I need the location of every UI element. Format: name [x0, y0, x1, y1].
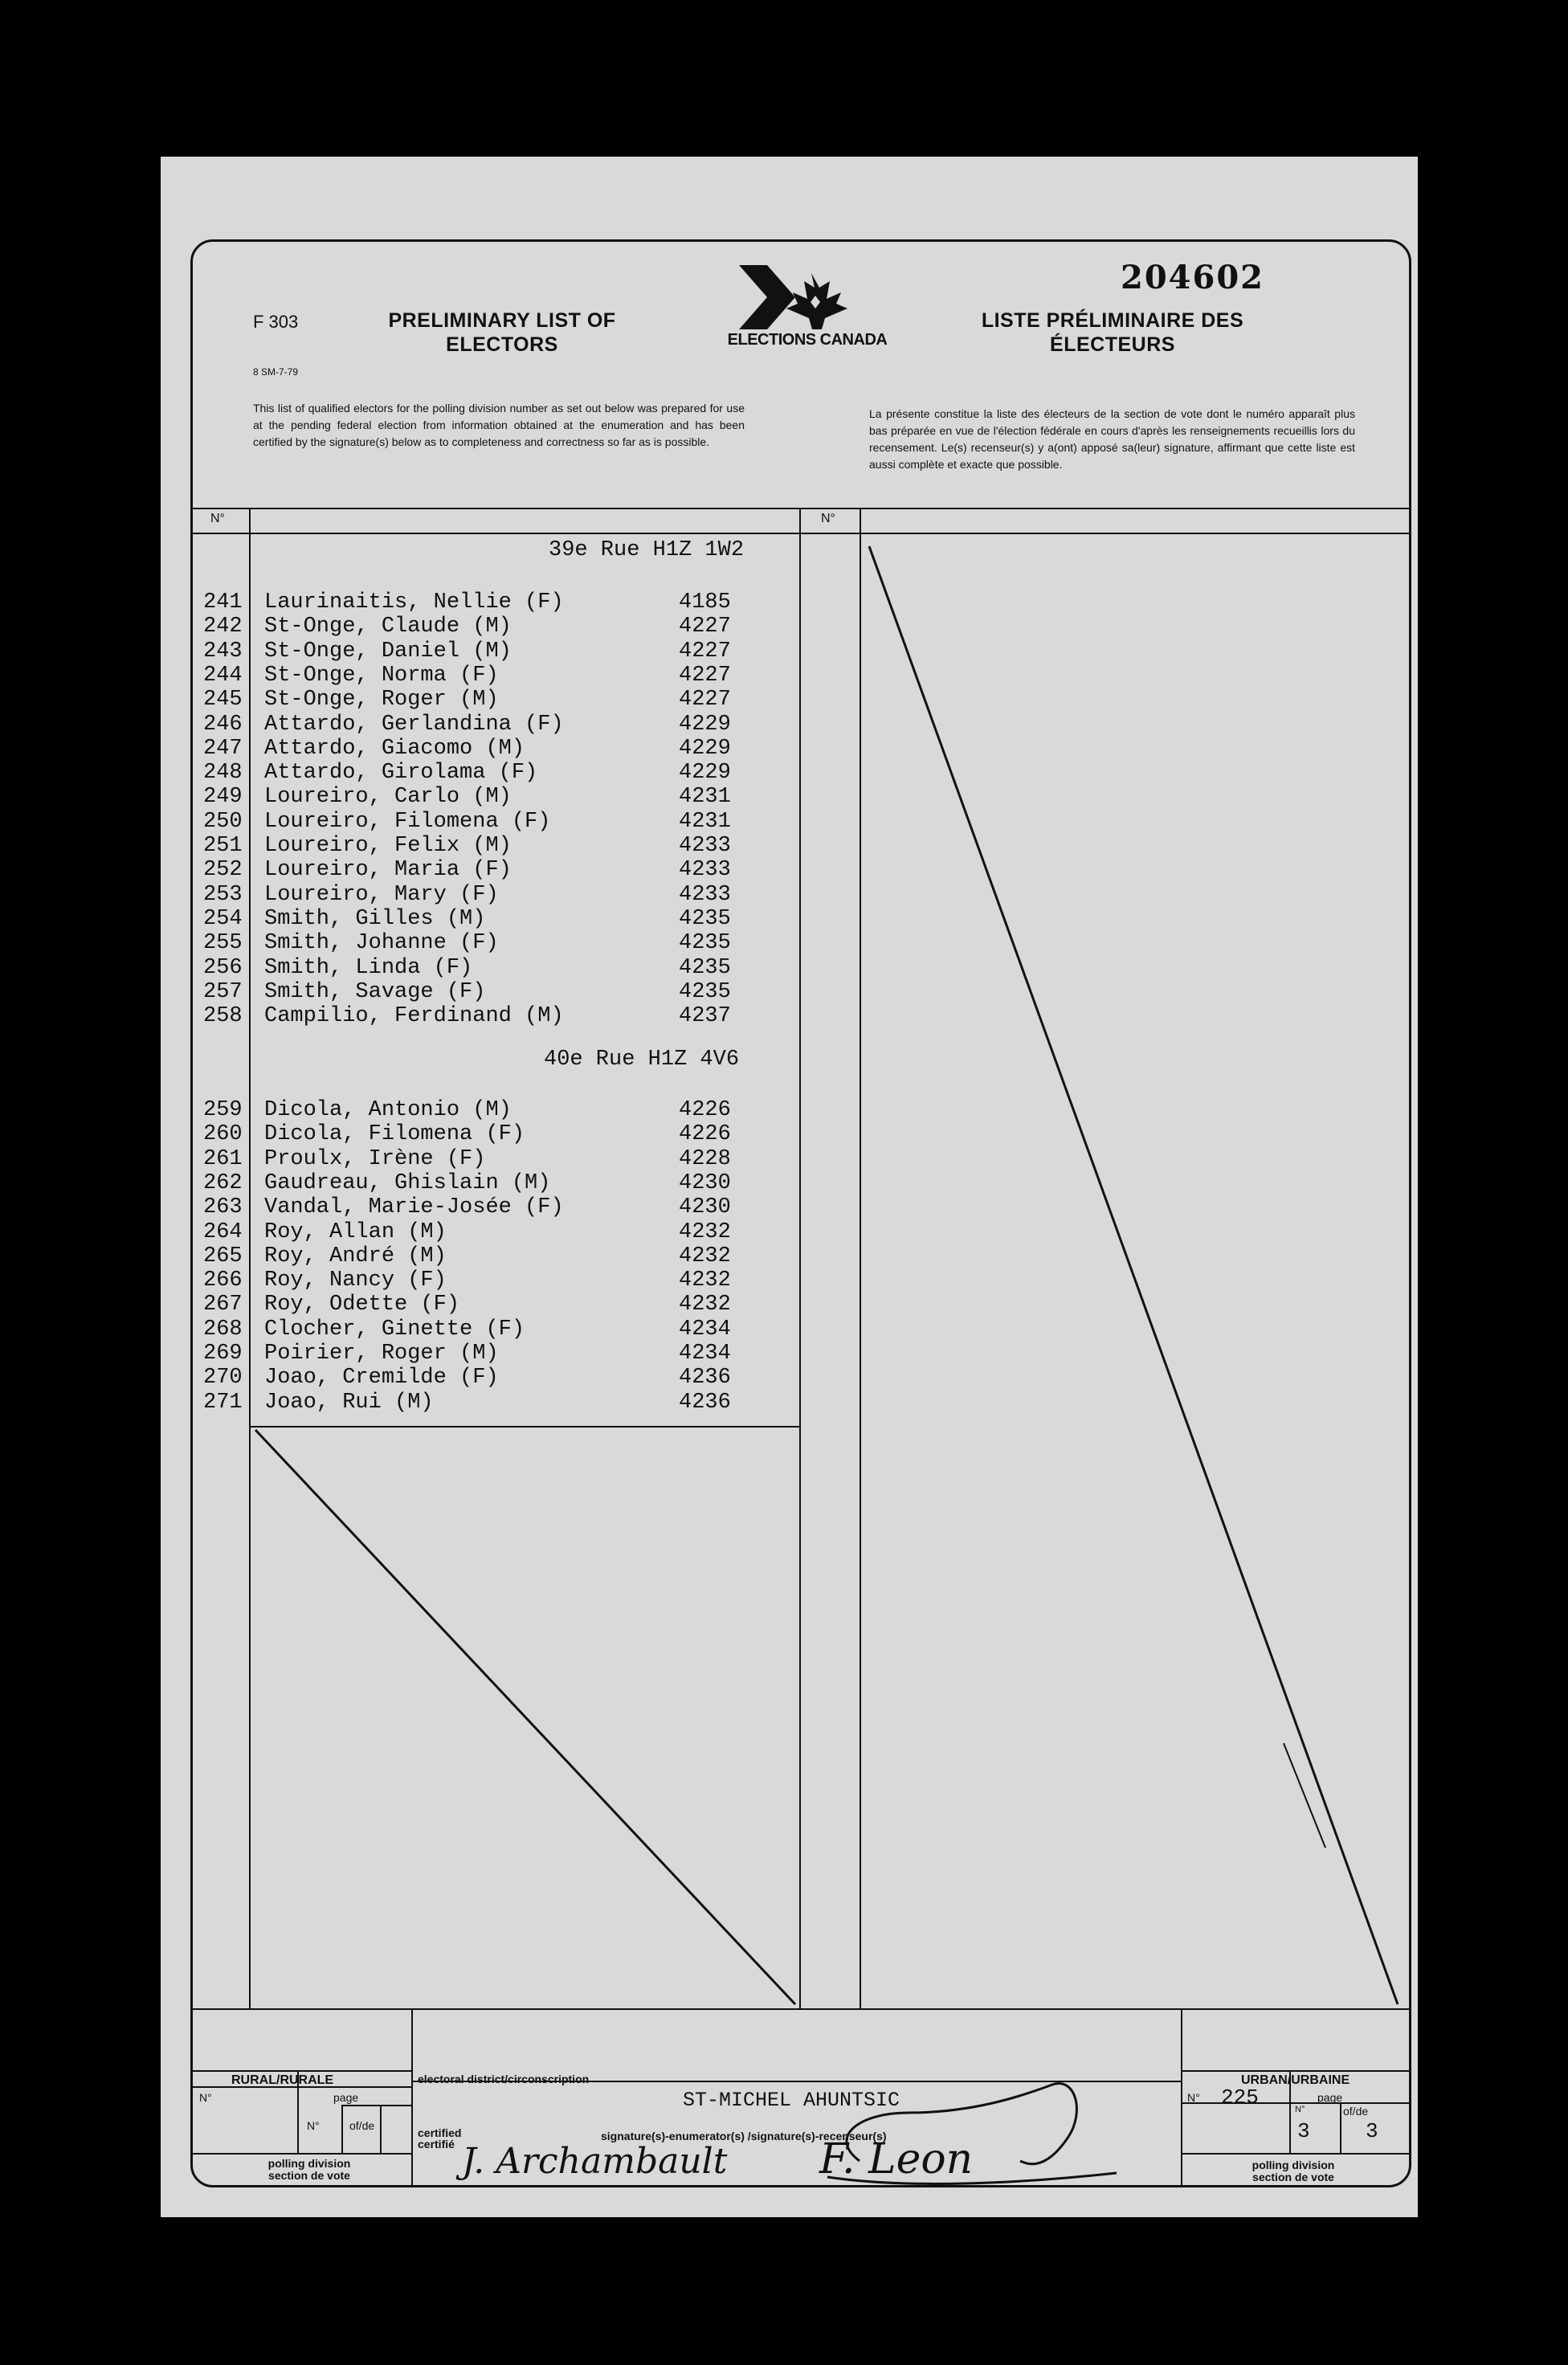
urban-page-no-label: N° — [1295, 2105, 1305, 2114]
elector-name: Campilio, Ferdinand (M) — [264, 1004, 564, 1029]
page-total: 3 — [1366, 2119, 1378, 2143]
elector-address: 4235 — [679, 979, 731, 1004]
title-english: PRELIMINARY LIST OF ELECTORS — [388, 309, 616, 356]
intro-french: La présente constitue la liste des électeurs de la section de vote dont le numéro apparaît plus bas préparée en vue de l'élection fédérale en cours d'après les renseignements recueillis lors du recensement. Le(s) recenseur(s) y a(ont) apposé sa(leur) signature, affirmant que cette liste est aussi complète et exacte que possible. — [869, 407, 1355, 471]
elector-address: 4185 — [679, 590, 731, 615]
elector-name: Attardo, Giacomo (M) — [264, 736, 525, 761]
elector-address: 4232 — [679, 1244, 731, 1268]
elector-name: St-Onge, Roger (M) — [264, 688, 499, 713]
certified-label: certified certifié — [418, 2126, 462, 2151]
urban-label: URBAN/URBAINE — [1241, 2073, 1350, 2087]
logo-text: ELECTIONS CANADA — [727, 331, 888, 349]
elector-number: 268 — [203, 1317, 243, 1342]
page-number: 3 — [1297, 2119, 1310, 2143]
elector-address: 4233 — [679, 882, 731, 907]
elector-name: Proulx, Irène (F) — [264, 1146, 486, 1171]
footer-urban-header-line — [1182, 2070, 1411, 2072]
elector-address: 4231 — [679, 785, 731, 810]
elector-name: Smith, Gilles (M) — [264, 906, 486, 931]
footer-rural-page-divider — [341, 2105, 343, 2153]
elector-address: 4235 — [679, 931, 731, 956]
elector-address: 4235 — [679, 906, 731, 931]
elector-name: Loureiro, Filomena (F) — [264, 809, 551, 834]
elector-name: Dicola, Antonio (M) — [264, 1098, 512, 1122]
urban-of-label: of/de — [1343, 2105, 1369, 2118]
elector-name: Smith, Linda (F) — [264, 955, 473, 980]
elector-address: 4226 — [679, 1122, 731, 1147]
elector-number: 254 — [203, 906, 243, 931]
elector-address: 4228 — [679, 1146, 731, 1171]
elector-number: 266 — [203, 1268, 243, 1293]
elector-name: Loureiro, Maria (F) — [264, 858, 512, 883]
elector-name: Roy, André (M) — [264, 1244, 447, 1268]
electoral-district-value: ST-MICHEL AHUNTSIC — [683, 2089, 900, 2112]
elector-number: 255 — [203, 931, 243, 956]
elector-name: Vandal, Marie-Josée (F) — [264, 1195, 564, 1220]
elector-number: 245 — [203, 688, 243, 713]
elector-number: 261 — [203, 1146, 243, 1171]
footer-rural-of-divider — [380, 2105, 382, 2153]
elector-address: 4232 — [679, 1293, 731, 1317]
elector-name: Smith, Savage (F) — [264, 979, 486, 1004]
elector-number: 241 — [203, 590, 243, 615]
elector-number: 267 — [203, 1293, 243, 1317]
footer-top-line — [190, 2008, 1411, 2010]
polling-division-number: 225 — [1221, 2085, 1259, 2110]
elector-number: 244 — [203, 663, 243, 688]
elector-address: 4237 — [679, 1004, 731, 1029]
footer-urban-of-divider — [1340, 2102, 1341, 2153]
elector-address: 4229 — [679, 736, 731, 761]
footer-urban-bottom-line — [1182, 2153, 1411, 2155]
elector-name: Gaudreau, Ghislain (M) — [264, 1170, 551, 1195]
elector-number: 243 — [203, 639, 243, 664]
column-no-left: N° — [210, 512, 225, 525]
elector-number: 271 — [203, 1390, 243, 1415]
elector-number: 263 — [203, 1195, 243, 1220]
column-no-right: N° — [821, 512, 835, 525]
elector-number: 256 — [203, 955, 243, 980]
elector-address: 4231 — [679, 809, 731, 834]
electoral-district-label: electoral district/circonscription — [418, 2073, 590, 2085]
elector-address: 4227 — [679, 688, 731, 713]
elector-address: 4234 — [679, 1342, 731, 1366]
elector-name: St-Onge, Daniel (M) — [264, 639, 512, 664]
urban-page-label: page — [1317, 2091, 1343, 2104]
rural-polling-division-label: polling division section de vote — [267, 2157, 351, 2182]
elector-address: 4230 — [679, 1170, 731, 1195]
footer-urban-line — [1182, 2102, 1411, 2104]
elector-number: 257 — [203, 979, 243, 1004]
rural-label: RURAL/RURALE — [231, 2073, 334, 2087]
elector-address: 4229 — [679, 712, 731, 737]
elector-address: 4227 — [679, 663, 731, 688]
elector-address: 4235 — [679, 955, 731, 980]
form-number: F 303 — [253, 312, 299, 332]
serial-number: 204602 — [1121, 259, 1264, 296]
footer-divider-rural — [411, 2008, 413, 2187]
elector-name: Laurinaitis, Nellie (F) — [264, 590, 564, 615]
elector-number: 249 — [203, 785, 243, 810]
elector-number: 246 — [203, 712, 243, 737]
elector-name: Poirier, Roger (M) — [264, 1342, 499, 1366]
elector-address: 4232 — [679, 1219, 731, 1244]
footer-divider-urban — [1181, 2008, 1182, 2187]
elector-name: Joao, Cremilde (F) — [264, 1366, 499, 1391]
rural-page-label: page — [333, 2091, 359, 2104]
rural-page-no-label: N° — [307, 2119, 320, 2132]
elector-name: Dicola, Filomena (F) — [264, 1122, 525, 1147]
elector-number: 262 — [203, 1170, 243, 1195]
right-cancel-stroke — [869, 546, 1398, 2004]
elector-name: Clocher, Ginette (F) — [264, 1317, 525, 1342]
footer-rural-bottom-line — [190, 2153, 411, 2155]
footer-rural-page-line — [341, 2105, 411, 2106]
elector-address: 4236 — [679, 1390, 731, 1415]
elector-number: 260 — [203, 1122, 243, 1147]
elector-address: 4229 — [679, 761, 731, 786]
elector-number: 264 — [203, 1219, 243, 1244]
enumerator-signature-1: J. Archambault — [462, 2141, 728, 2182]
elector-number: 242 — [203, 615, 243, 639]
elector-name: Smith, Johanne (F) — [264, 931, 499, 956]
elector-name: St-Onge, Claude (M) — [264, 615, 512, 639]
elector-name: Loureiro, Mary (F) — [264, 882, 499, 907]
elector-address: 4227 — [679, 639, 731, 664]
elector-name: Joao, Rui (M) — [264, 1390, 434, 1415]
elector-number: 259 — [203, 1098, 243, 1122]
elector-name: Attardo, Girolama (F) — [264, 761, 538, 786]
enumerator-signature-2: F. Leon — [819, 2135, 974, 2183]
elector-number: 252 — [203, 858, 243, 883]
elector-address: 4232 — [679, 1268, 731, 1293]
elector-number: 248 — [203, 761, 243, 786]
left-cancel-stroke — [255, 1430, 795, 2004]
right-cancel-stroke-mark — [1284, 1743, 1325, 1848]
elector-name: Roy, Allan (M) — [264, 1219, 447, 1244]
elector-name: Roy, Nancy (F) — [264, 1268, 447, 1293]
signature-label: signature(s)-enumerator(s) /signature(s)-recenseur(s) — [601, 2130, 887, 2142]
elector-number: 247 — [203, 736, 243, 761]
elector-number: 253 — [203, 882, 243, 907]
elector-address: 4230 — [679, 1195, 731, 1220]
intro-english: This list of qualified electors for the polling division number as set out below was prepared for use at the pending federal election from information obtained at the enumeration and has been certified by the signature(s) below as to completeness and correctness so far as is possible. — [253, 402, 745, 448]
urban-no-label: N° — [1187, 2091, 1200, 2104]
street-heading: 40e Rue H1Z 4V6 — [544, 1048, 740, 1072]
elector-name: St-Onge, Norma (F) — [264, 663, 499, 688]
form-date: 8 SM-7-79 — [253, 366, 299, 378]
elector-address: 4227 — [679, 615, 731, 639]
elector-name: Loureiro, Carlo (M) — [264, 785, 512, 810]
elector-number: 258 — [203, 1004, 243, 1029]
footer-rural-header-line — [190, 2070, 411, 2072]
elector-number: 250 — [203, 809, 243, 834]
elector-address: 4226 — [679, 1098, 731, 1122]
elector-number: 270 — [203, 1366, 243, 1391]
elector-name: Loureiro, Felix (M) — [264, 834, 512, 858]
rural-of-label: of/de — [349, 2119, 375, 2132]
street-heading: 39e Rue H1Z 1W2 — [549, 538, 745, 562]
elector-number: 269 — [203, 1342, 243, 1366]
signature-flourish — [811, 2081, 1133, 2193]
elector-name: Attardo, Gerlandina (F) — [264, 712, 564, 737]
elector-name: Roy, Odette (F) — [264, 1293, 460, 1317]
urban-polling-division-label: polling division section de vote — [1252, 2159, 1335, 2183]
elector-address: 4236 — [679, 1366, 731, 1391]
elector-address: 4233 — [679, 858, 731, 883]
title-french: LISTE PRÉLIMINAIRE DES ÉLECTEURS — [981, 309, 1244, 356]
elector-address: 4234 — [679, 1317, 731, 1342]
elector-number: 251 — [203, 834, 243, 858]
elector-address: 4233 — [679, 834, 731, 858]
rural-no-label: N° — [199, 2091, 212, 2104]
elector-number: 265 — [203, 1244, 243, 1268]
